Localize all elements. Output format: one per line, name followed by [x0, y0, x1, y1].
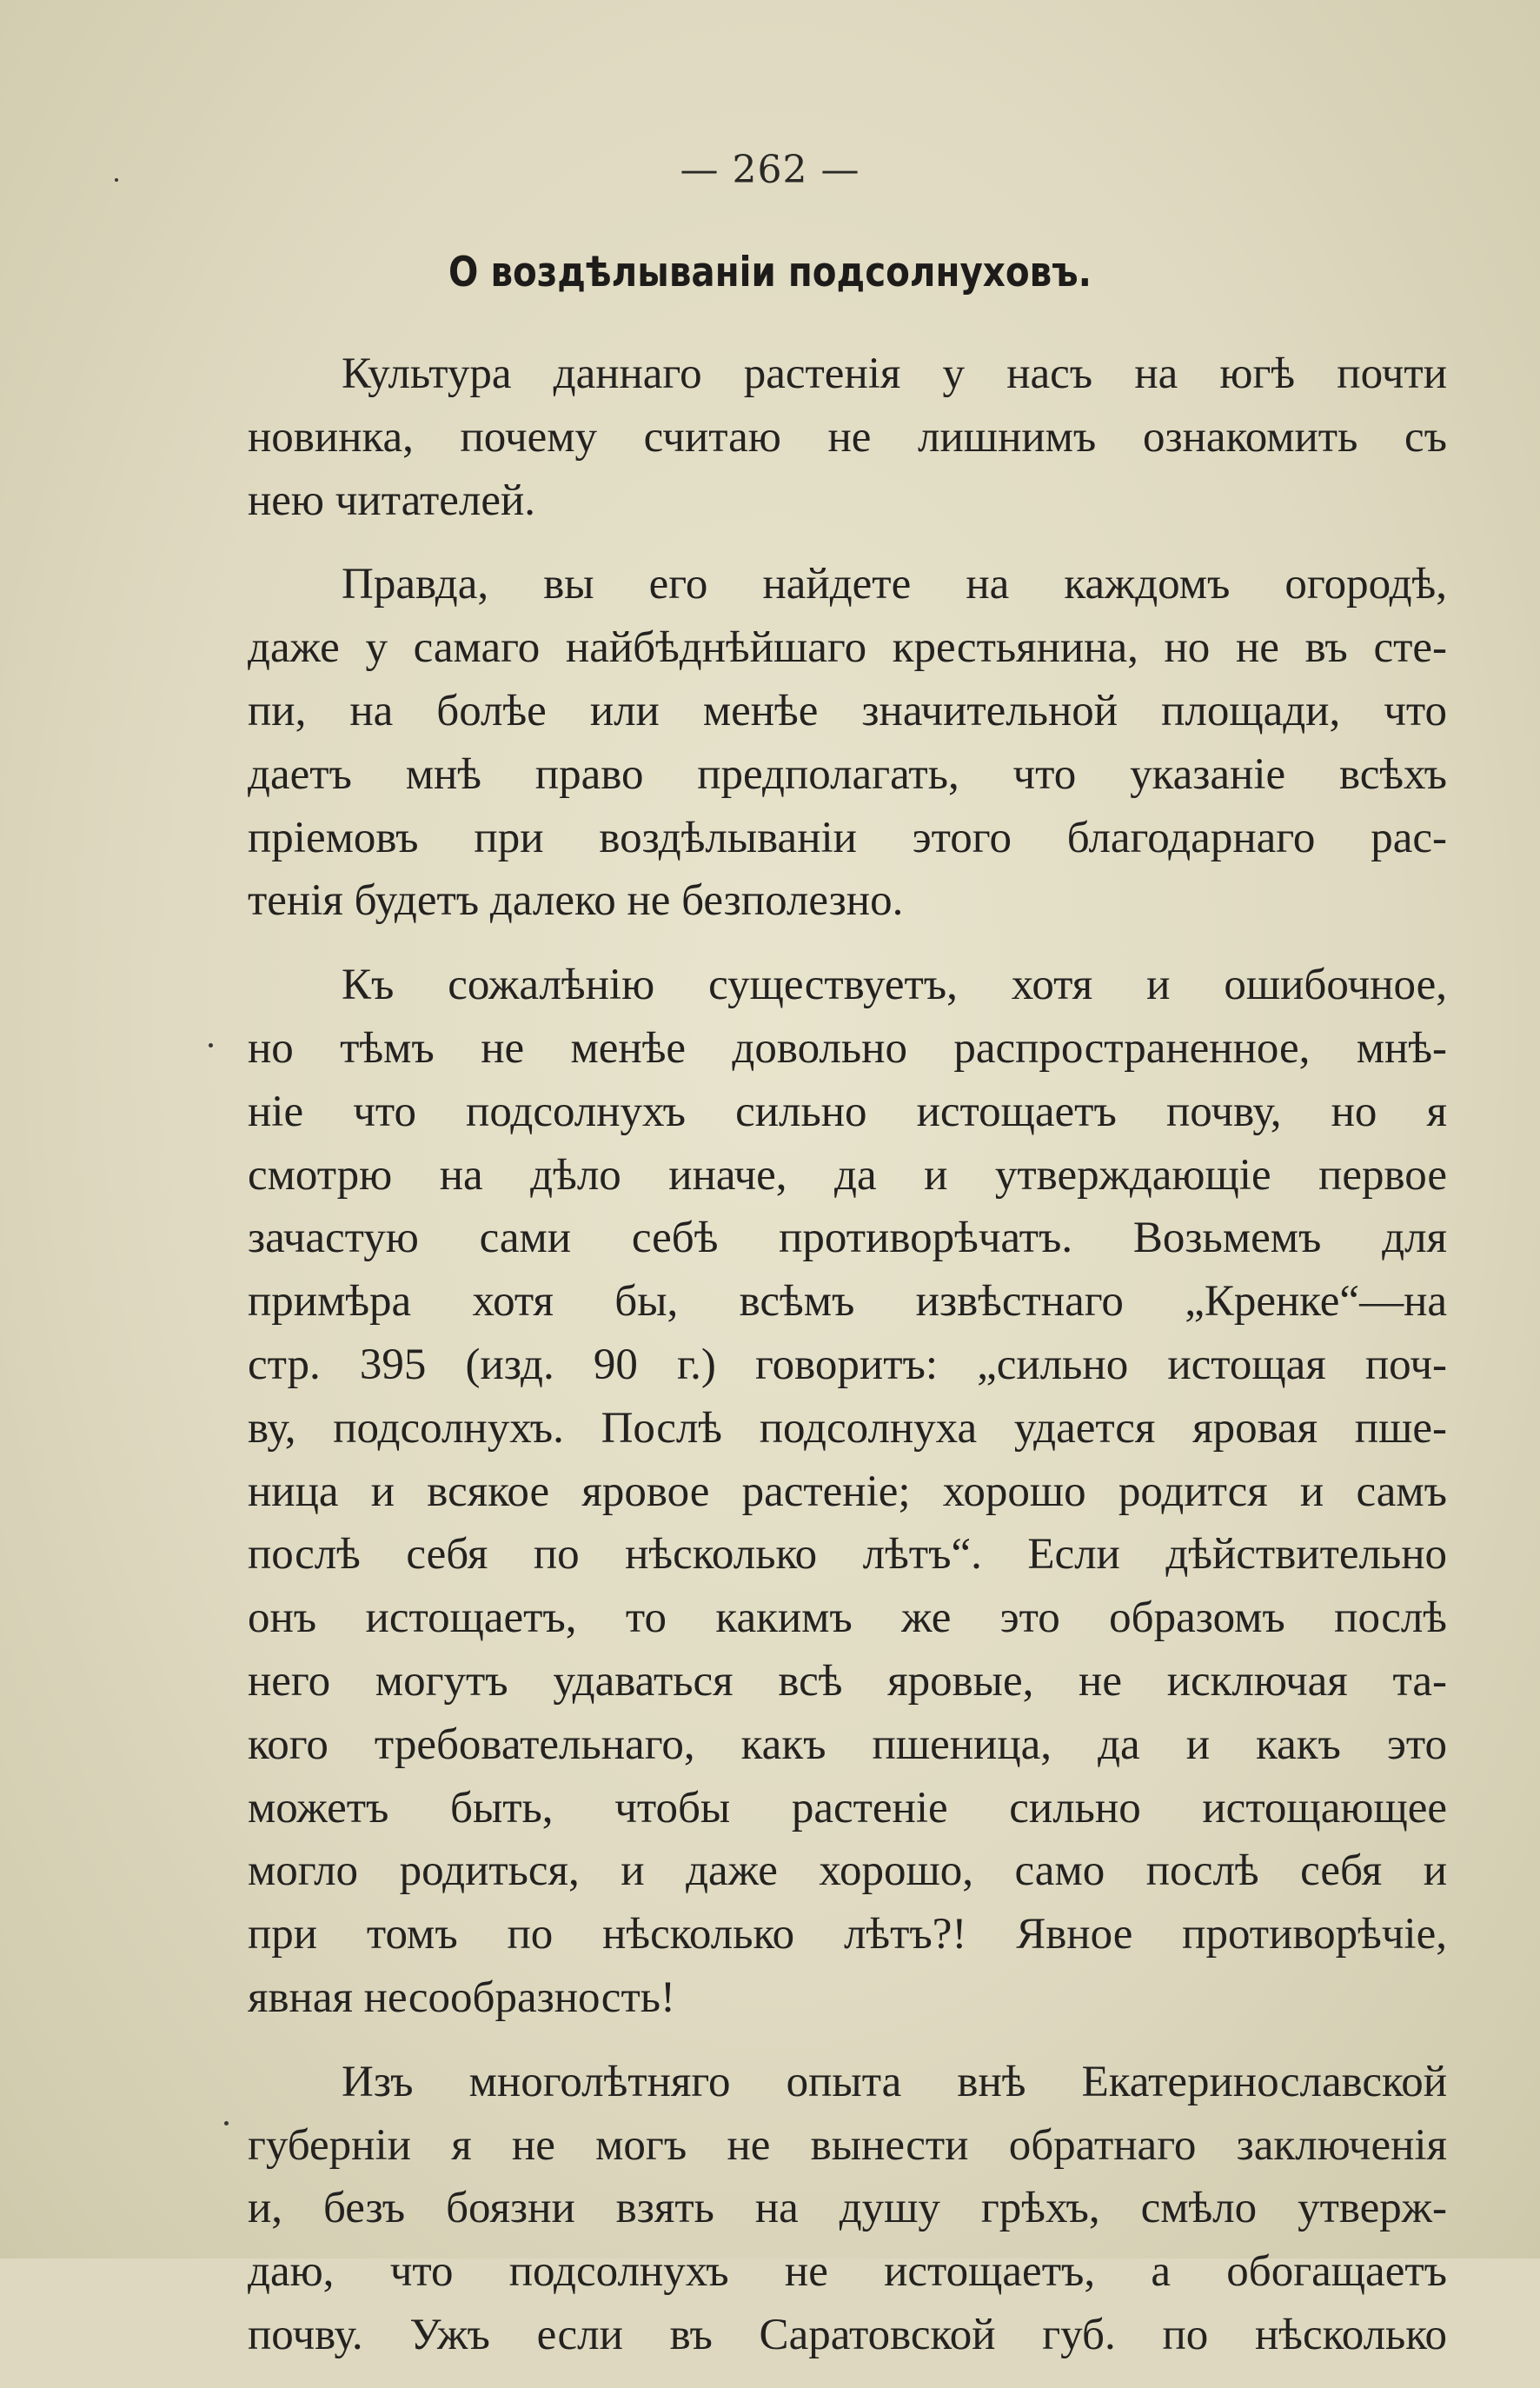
text-line: Къ сожалѣнію существуетъ, хотя и ошибочное, — [342, 961, 1447, 1010]
text-line: кого требовательнаго, какъ пшеница, да и какъ это — [248, 1719, 1447, 1769]
paragraph — [248, 2051, 1447, 2367]
text-line: онъ истощаетъ, то какимъ же это образомъ послѣ — [248, 1593, 1447, 1643]
text-line: смотрю на дѣло иначе, да и утверждающіе первое — [248, 1150, 1447, 1200]
text-line: можетъ быть, чтобы растеніе сильно истощающее — [248, 1783, 1447, 1833]
paragraph — [248, 343, 1447, 532]
text-line: ница и всякое яровое растеніе; хорошо родится и самъ — [248, 1467, 1447, 1516]
text-line: нею читателей. — [248, 476, 536, 525]
text-line: ніе что подсолнухъ сильно истощаетъ почву, но я — [248, 1087, 1447, 1136]
text-line: даетъ мнѣ право предполагать, что указаніе всѣхъ — [248, 749, 1447, 799]
text-line: пи, на болѣе или менѣе значительной площади, что — [248, 686, 1447, 735]
text-line: и, безъ боязни взять на душу грѣхъ, смѣло утверж- — [248, 2184, 1447, 2233]
text-line: при томъ по нѣсколько лѣтъ?! Явное противорѣчіе, — [248, 1910, 1447, 1959]
print-speck — [224, 2121, 229, 2125]
text-line: Правда, вы его найдете на каждомъ огородѣ, — [342, 560, 1447, 609]
text-line: пріемовъ при воздѣлываніи этого благодарнаго рас- — [248, 813, 1447, 862]
print-speck — [209, 1043, 213, 1048]
article-title: О воздѣлываніи подсолнуховъ. — [448, 249, 1092, 296]
text-line: ву, подсолнухъ. Послѣ подсолнуха удается яровая пше- — [248, 1403, 1447, 1453]
print-speck — [115, 178, 118, 182]
text-line: но тѣмъ не менѣе довольно распространенное, мнѣ- — [248, 1023, 1447, 1073]
text-line: послѣ себя по нѣсколько лѣтъ“. Если дѣйствительно — [248, 1530, 1447, 1580]
text-line: тенія будетъ далеко не безполезно. — [248, 876, 904, 926]
text-line: губерніи я не могъ не вынести обратнаго заключенія — [248, 2120, 1447, 2170]
text-line: новинка, почему считаю не лишнимъ ознакомить съ — [248, 412, 1447, 462]
text-line: Культура даннаго растенія у насъ на югѣ почти — [342, 349, 1447, 398]
text-line: зачастую сами себѣ противорѣчатъ. Возьмемъ для — [248, 1214, 1447, 1263]
text-line: почву. Ужъ если въ Саратовской губ. по нѣсколько — [248, 2310, 1447, 2359]
text-line: могло родиться, и даже хорошо, само послѣ себя и — [248, 1846, 1447, 1896]
page-number: — 262 — — [680, 148, 860, 192]
text-line: явная несообразность! — [248, 1972, 675, 2022]
article-body — [248, 343, 1447, 2388]
text-line: даю, что подсолнухъ не истощаетъ, а обогащаетъ — [248, 2247, 1447, 2297]
text-line: Изъ многолѣтняго опыта внѣ Екатеринославской — [342, 2057, 1447, 2106]
text-line: примѣра хотя бы, всѣмъ извѣстнаго „Кренке“—на — [248, 1277, 1447, 1327]
text-line: даже у самаго найбѣднѣйшаго крестьянина, но не въ сте- — [248, 623, 1447, 673]
paragraph — [248, 954, 1447, 2030]
text-line: него могутъ удаваться всѣ яровые, не исключая та- — [248, 1656, 1447, 1706]
paragraph — [248, 553, 1447, 933]
text-line: стр. 395 (изд. 90 г.) говоритъ: „сильно истощая поч- — [248, 1340, 1447, 1389]
